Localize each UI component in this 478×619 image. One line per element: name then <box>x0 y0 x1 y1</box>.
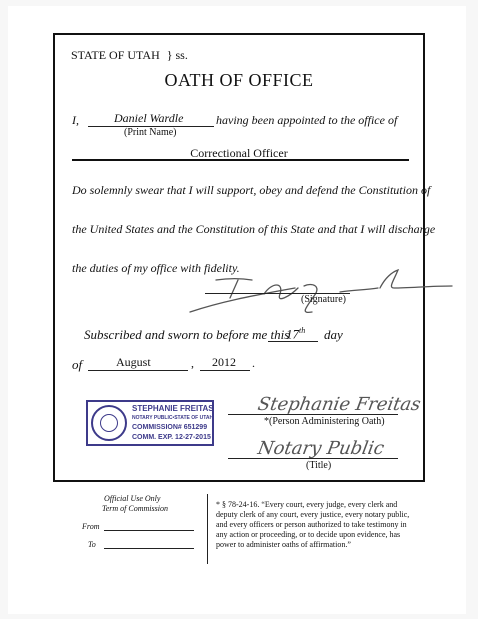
sworn-year: 2012 <box>212 355 236 369</box>
office-line <box>72 159 409 161</box>
sworn-prefix: Subscribed and sworn to before me this <box>84 327 290 342</box>
oath-line-3: the duties of my office with fidelity. <box>72 261 240 275</box>
notary-seal-icon <box>91 405 127 441</box>
statute-text: * § 78-24-16. “Every court, every judge, every clerk and deputy clerk of any court, every justice, every notary public, and every officers or person authorized to take testimony in any action or proceeding, or to decide upon evidence, has power to administer oaths of affirmation.” <box>216 500 410 549</box>
stamp-commission: COMMISSION# 651299 <box>132 424 208 431</box>
officer-name: Daniel Wardle <box>114 111 184 125</box>
stamp-line-2: NOTARY PUBLIC•STATE OF UTAH <box>132 415 214 421</box>
administering-label: *(Person Administering Oath) <box>264 416 385 427</box>
to-line <box>104 548 194 549</box>
footer-divider <box>207 494 208 564</box>
administering-signature: Stephanie Freitas <box>256 394 423 415</box>
print-name-label: (Print Name) <box>124 127 177 138</box>
office-title: Correctional Officer <box>190 146 288 160</box>
officer-signature <box>180 262 455 322</box>
official-use-label: Official Use Only <box>104 494 161 503</box>
month-line <box>88 370 188 371</box>
oath-line-1: Do solemnly swear that I will support, obey and defend the Constitution of <box>72 183 431 197</box>
of-label: of <box>72 357 83 372</box>
i-label: I, <box>72 113 79 127</box>
notary-stamp <box>86 400 214 446</box>
stamp-name: STEPHANIE FREITAS <box>132 404 214 413</box>
from-line <box>104 530 194 531</box>
month-comma: , <box>191 356 194 370</box>
year-line <box>200 370 250 371</box>
sworn-day: 17th <box>286 326 306 342</box>
administering-line <box>228 414 398 415</box>
year-period: . <box>252 356 255 370</box>
title-handwritten: Notary Public <box>256 438 386 459</box>
sworn-month: August <box>116 355 151 369</box>
title-line <box>228 458 398 459</box>
document-title: OATH OF OFFICE <box>164 70 314 90</box>
signature-label: (Signature) <box>301 294 346 305</box>
term-label: Term of Commission <box>102 504 168 513</box>
day-word: day <box>324 327 343 342</box>
title-label: (Title) <box>306 460 332 471</box>
from-label: From <box>82 522 100 531</box>
oath-line-2: the United States and the Constitution of this State and that I will discharge <box>72 222 436 236</box>
state-label: STATE OF UTAH } ss. <box>71 48 188 62</box>
stamp-exp: COMM. EXP. 12-27-2015 <box>132 434 211 441</box>
to-label: To <box>88 540 96 549</box>
appointed-text: having been appointed to the office of <box>216 113 398 127</box>
